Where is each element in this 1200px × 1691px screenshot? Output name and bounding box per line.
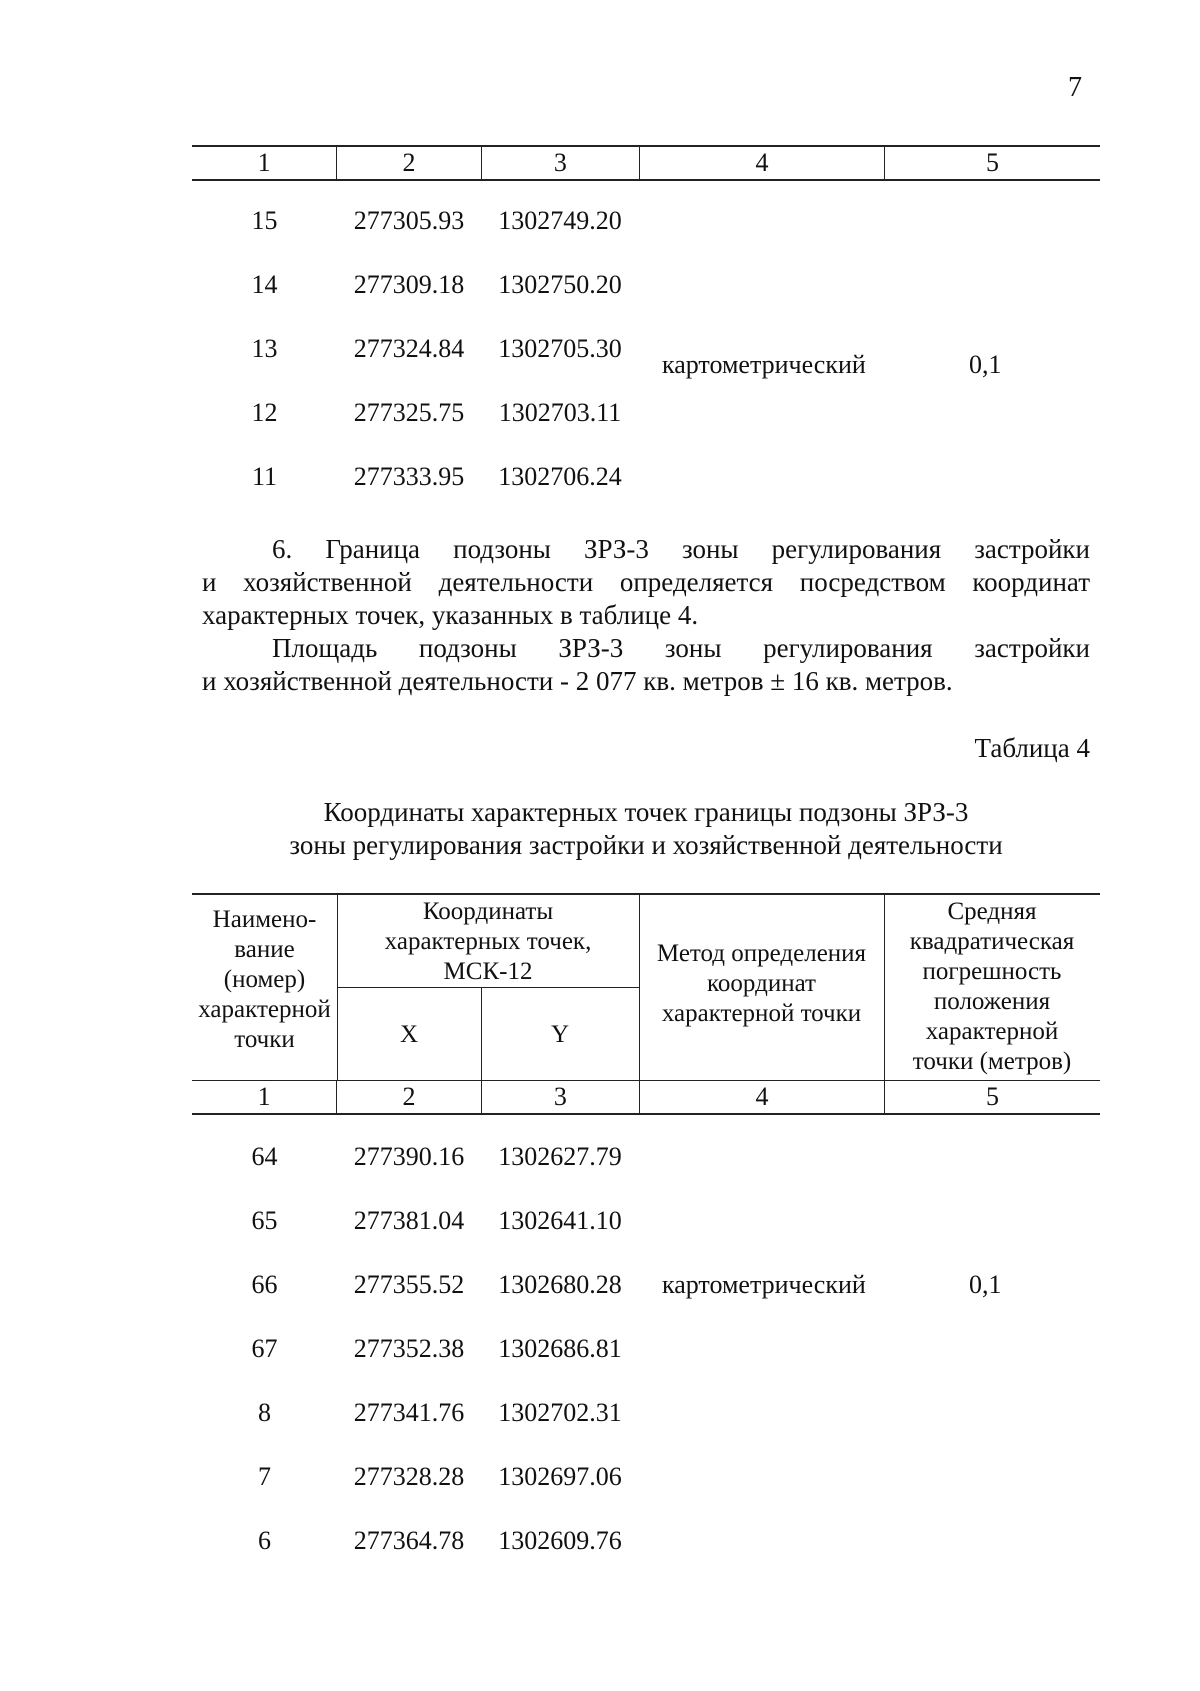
coord-x: 277364.78 <box>353 1526 465 1555</box>
table-row <box>192 1445 1100 1509</box>
table-row <box>192 445 1100 509</box>
table4 <box>192 893 1100 1573</box>
table-row <box>192 1253 1100 1317</box>
paragraph-line: и хозяйственной деятельности определяется посредством координат <box>202 567 1090 597</box>
method-value: картометрический <box>662 350 866 379</box>
coord-x: 277390.16 <box>353 1142 465 1171</box>
table-row <box>192 1509 1100 1573</box>
table3-continuation <box>192 145 1100 509</box>
point-number: 6 <box>258 1526 271 1555</box>
table-body <box>192 1125 1100 1573</box>
column-number: 1 <box>192 1081 337 1113</box>
coord-y: 1302627.79 <box>498 1142 622 1171</box>
header-y: Y <box>550 1021 570 1048</box>
table-header <box>192 893 1100 1080</box>
coord-y: 1302750.20 <box>498 270 622 299</box>
coord-y: 1302749.20 <box>498 206 622 235</box>
point-number: 67 <box>251 1334 278 1363</box>
coord-x: 277341.76 <box>353 1398 465 1427</box>
column-number-row <box>192 145 1100 181</box>
coord-x: 277328.28 <box>353 1462 465 1491</box>
column-number: 5 <box>985 1082 999 1111</box>
column-number: 3 <box>482 1081 640 1113</box>
coord-x: 277352.38 <box>353 1334 465 1363</box>
paragraph-line: Площадь подзоны ЗРЗ-3 зоны регулирования застройки <box>272 633 1090 663</box>
paragraph-6 <box>202 533 1090 632</box>
point-number: 13 <box>251 334 278 363</box>
coord-x: 277325.75 <box>353 398 465 427</box>
coord-y: 1302609.76 <box>498 1526 622 1555</box>
header-point-name: Наимено- вание (номер) характерной точки <box>198 906 331 1053</box>
coord-y: 1302641.10 <box>498 1206 622 1235</box>
table-row <box>192 381 1100 445</box>
point-number: 14 <box>251 270 278 299</box>
point-number: 7 <box>258 1462 271 1491</box>
paragraph-line: характерных точек, указанных в таблице 4. <box>202 600 699 630</box>
point-number: 64 <box>251 1142 278 1171</box>
table-row <box>192 1317 1100 1381</box>
method-value: картометрический <box>662 1270 866 1299</box>
coord-x: 277305.93 <box>353 206 465 235</box>
column-number: 2 <box>337 1081 481 1113</box>
header-error: Средняя квадратическая погрешность положения характерной точки (метров) <box>909 898 1075 1075</box>
point-number: 11 <box>251 462 278 491</box>
coord-x: 277381.04 <box>353 1206 465 1235</box>
coord-x: 277324.84 <box>353 334 465 363</box>
coord-y: 1302697.06 <box>498 1462 622 1491</box>
point-number: 66 <box>251 1270 278 1299</box>
coord-x: 277355.52 <box>353 1270 465 1299</box>
column-number: 1 <box>192 147 337 179</box>
coord-y: 1302703.11 <box>498 398 622 427</box>
error-value: 0,1 <box>969 1270 1002 1299</box>
point-number: 12 <box>251 398 278 427</box>
point-number: 15 <box>251 206 278 235</box>
coord-y: 1302686.81 <box>498 1334 622 1363</box>
coord-x: 277309.18 <box>353 270 465 299</box>
header-coordinates: Координаты характерных точек, МСК-12 <box>384 898 592 985</box>
table-label: Таблица 4 <box>974 733 1090 763</box>
coord-y: 1302680.28 <box>498 1270 622 1299</box>
column-number-row <box>192 1080 1100 1115</box>
coord-y: 1302702.31 <box>498 1398 622 1427</box>
point-number: 8 <box>258 1398 271 1427</box>
column-number: 4 <box>640 147 885 179</box>
column-number: 2 <box>337 147 481 179</box>
table-body <box>192 189 1100 509</box>
paragraph-line: и хозяйственной деятельности - 2 077 кв. метров ± 16 кв. метров. <box>202 666 953 696</box>
caption-line: зоны регулирования застройки и хозяйственной деятельности <box>289 830 1003 860</box>
header-x: X <box>399 1021 419 1048</box>
point-number: 65 <box>251 1206 278 1235</box>
table-row <box>192 189 1100 253</box>
error-value: 0,1 <box>969 350 1002 379</box>
coord-x: 277333.95 <box>353 462 465 491</box>
table-row <box>192 253 1100 317</box>
paragraph-line: 6. Граница подзоны ЗРЗ-3 зоны регулирования застройки <box>272 534 1090 564</box>
table-row <box>192 1125 1100 1189</box>
table-row <box>192 1381 1100 1445</box>
column-number: 5 <box>985 148 999 177</box>
column-number: 4 <box>640 1081 885 1113</box>
table-row <box>192 1189 1100 1253</box>
coord-y: 1302706.24 <box>498 462 622 491</box>
table-row <box>192 317 1100 381</box>
caption-line: Координаты характерных точек границы подзоны ЗРЗ-3 <box>323 797 969 827</box>
column-number: 3 <box>482 147 640 179</box>
header-method: Метод определения координат характерной точки <box>656 940 867 1027</box>
coord-y: 1302705.30 <box>498 334 622 363</box>
page-number: 7 <box>1068 72 1082 103</box>
table-caption <box>192 796 1100 862</box>
area-paragraph <box>202 632 1090 698</box>
divider <box>337 987 639 988</box>
